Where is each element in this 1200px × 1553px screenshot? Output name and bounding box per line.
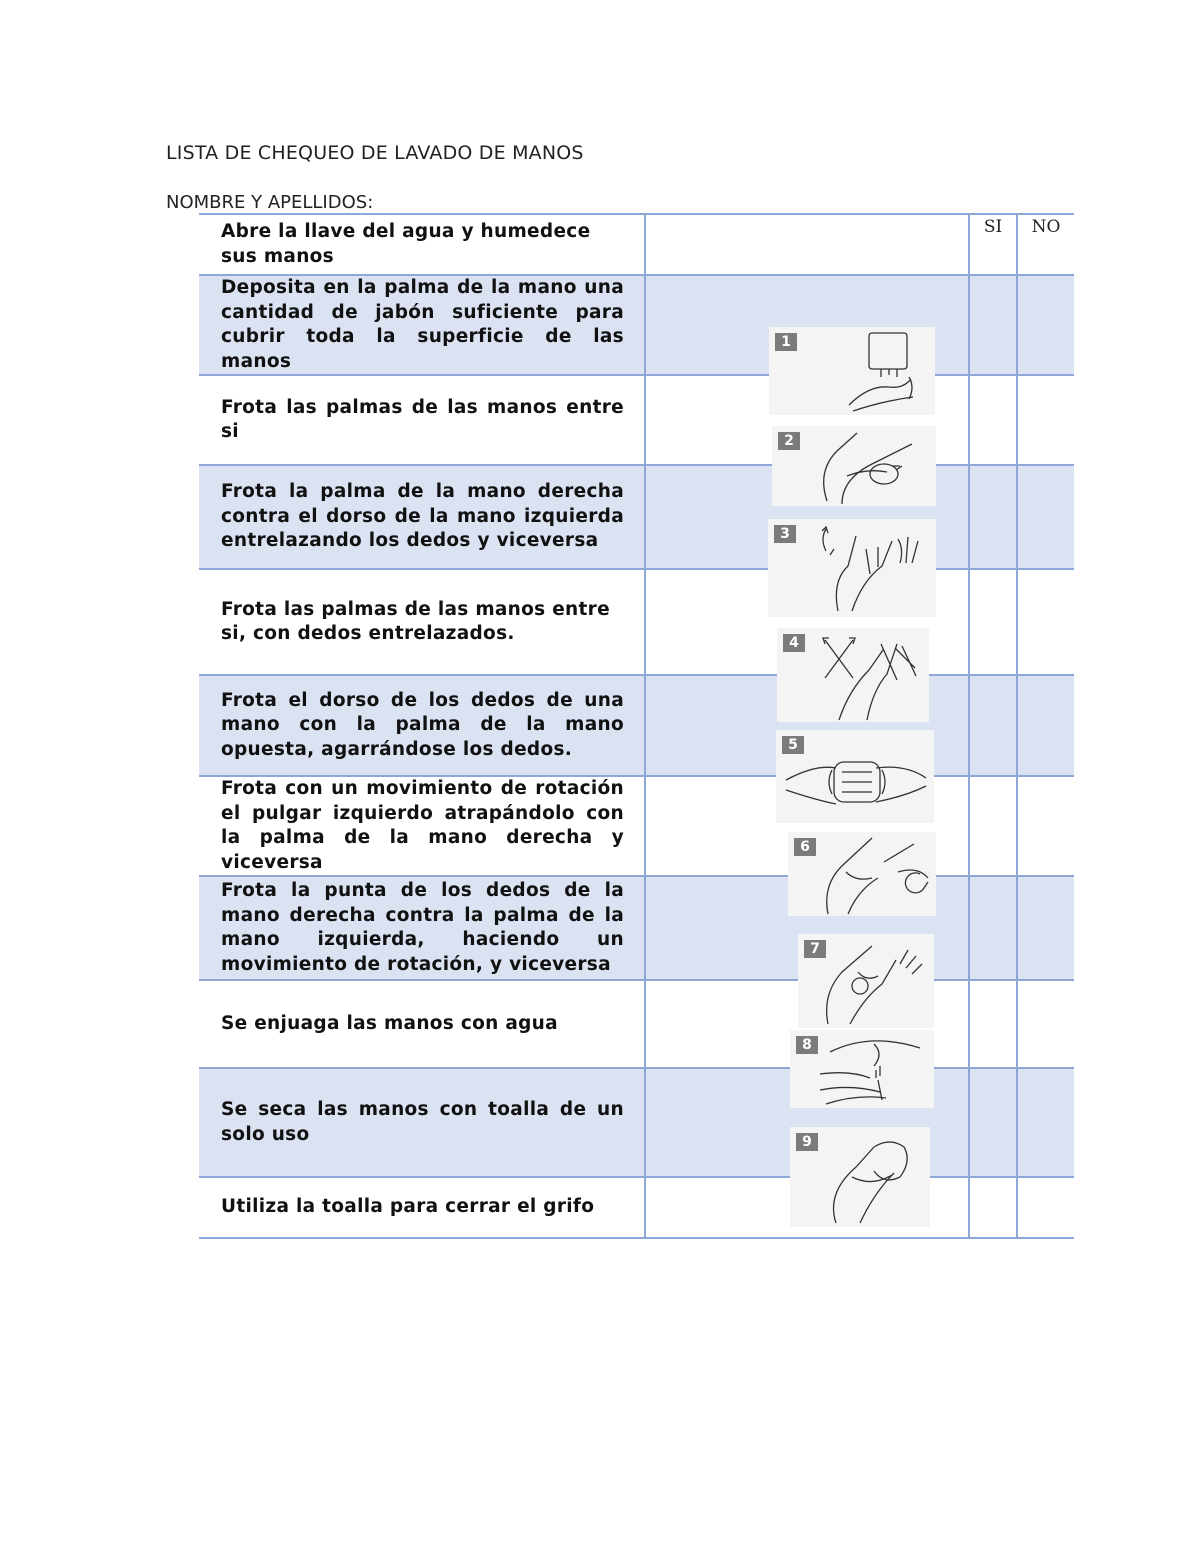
step-text: Se enjuaga las manos con agua [221, 1012, 558, 1034]
no-column-header: NO [1031, 217, 1061, 237]
handwashing-checklist-table [199, 213, 1074, 1239]
step-text: Frota la punta de los dedos de la mano derecha contra la palma de la mano izquierda, haciendo un movimiento de rotación, y viceversa [221, 880, 624, 975]
back-of-hand-interlaced-icon [768, 519, 936, 617]
step-cell [199, 275, 645, 375]
si-check-cell[interactable] [969, 675, 1017, 776]
si-column-header: SI [983, 217, 1003, 237]
step-number-badge: 5 [782, 736, 804, 754]
drying-towel-icon [790, 1127, 930, 1227]
step-cell [199, 1177, 645, 1238]
table-row [199, 214, 1074, 275]
no-check-cell[interactable] [1017, 980, 1074, 1068]
step-text: Frota las palmas de las manos entre si [221, 396, 624, 442]
table-row [199, 375, 1074, 465]
step-text: Frota el dorso de los dedos de una mano con la palma de la mano opuesta, agarrándose los dedos. [221, 689, 624, 760]
step-cell [199, 214, 645, 275]
step-text: Frota la palma de la mano derecha contra el dorso de la mano izquierda entrelazando los dedos y viceversa [221, 481, 624, 552]
si-check-cell[interactable] [969, 776, 1017, 876]
interlaced-fingers-icon [777, 628, 929, 722]
no-header-cell [1017, 214, 1074, 275]
no-check-cell[interactable] [1017, 465, 1074, 569]
step-cell [199, 776, 645, 876]
step-number-badge: 6 [794, 838, 816, 856]
no-check-cell[interactable] [1017, 675, 1074, 776]
no-check-cell[interactable] [1017, 1068, 1074, 1177]
table-row [199, 465, 1074, 569]
rubbing-palms-icon [772, 426, 936, 506]
step-text: Utiliza la toalla para cerrar el grifo [221, 1196, 595, 1218]
no-check-cell[interactable] [1017, 275, 1074, 375]
step-text: Frota las palmas de las manos entre si, con dedos entrelazados. [221, 598, 610, 644]
step-cell [199, 675, 645, 776]
illustration-cell [645, 275, 969, 375]
si-check-cell[interactable] [969, 569, 1017, 675]
step-cell [199, 876, 645, 980]
step-cell [199, 1068, 645, 1177]
table-row [199, 776, 1074, 876]
step-cell [199, 569, 645, 675]
si-check-cell[interactable] [969, 1068, 1017, 1177]
table-row [199, 1068, 1074, 1177]
table-row [199, 1177, 1074, 1238]
soap-dispenser-hands-icon [769, 327, 935, 415]
no-check-cell[interactable] [1017, 375, 1074, 465]
thumb-rotation-icon [788, 832, 936, 916]
step-text: Se seca las manos con toalla de un solo uso [221, 1099, 624, 1145]
table-row [199, 675, 1074, 776]
step-text: Abre la llave del agua y humedece sus manos [221, 221, 591, 267]
no-check-cell[interactable] [1017, 1177, 1074, 1238]
table-row [199, 275, 1074, 375]
no-check-cell[interactable] [1017, 776, 1074, 876]
step-text: Frota con un movimiento de rotación el pulgar izquierdo atrapándolo con la palma de la mano derecha y viceversa [221, 778, 624, 873]
step-cell [199, 375, 645, 465]
si-check-cell[interactable] [969, 375, 1017, 465]
step-number-badge: 3 [774, 525, 796, 543]
step-cell [199, 465, 645, 569]
no-check-cell[interactable] [1017, 876, 1074, 980]
step-number-badge: 9 [796, 1133, 818, 1151]
si-check-cell[interactable] [969, 980, 1017, 1068]
si-check-cell[interactable] [969, 1177, 1017, 1238]
name-field-label: NOMBRE Y APELLIDOS: [166, 192, 374, 213]
step-text: Deposita en la palma de la mano una cantidad de jabón suficiente para cubrir toda la superficie de las manos [221, 277, 624, 372]
step-number-badge: 8 [796, 1036, 818, 1054]
table-row [199, 980, 1074, 1068]
si-check-cell[interactable] [969, 876, 1017, 980]
table-row [199, 876, 1074, 980]
rinsing-hands-icon [790, 1030, 934, 1108]
table-row [199, 569, 1074, 675]
step-number-badge: 7 [804, 940, 826, 958]
no-check-cell[interactable] [1017, 569, 1074, 675]
document-title: LISTA DE CHEQUEO DE LAVADO DE MANOS [166, 142, 584, 164]
step-number-badge: 1 [775, 333, 797, 351]
si-check-cell[interactable] [969, 465, 1017, 569]
si-check-cell[interactable] [969, 275, 1017, 375]
illustration-cell [645, 214, 969, 275]
fingers-grip-icon [776, 730, 934, 823]
si-header-cell [969, 214, 1017, 275]
step-cell [199, 980, 645, 1068]
fingertips-palm-icon [798, 934, 934, 1028]
step-number-badge: 4 [783, 634, 805, 652]
step-number-badge: 2 [778, 432, 800, 450]
